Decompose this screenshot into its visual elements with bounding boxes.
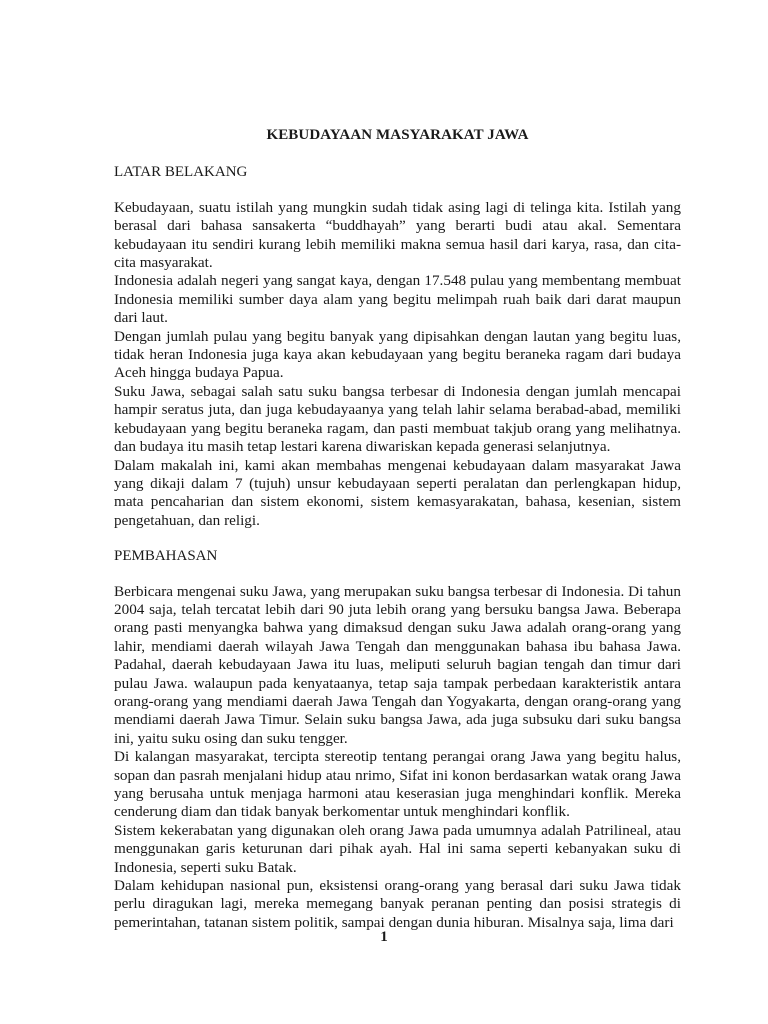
section-heading: PEMBAHASAN xyxy=(114,548,218,565)
document-title: KEBUDAYAAN MASYARAKAT JAWA xyxy=(266,127,529,143)
paragraph: Dalam makalah ini, kami akan membahas mengenai kebudayaan dalam masyarakat Jawa yang dikaji dalam 7 (tujuh) unsur kebudayaan seperti peralatan dan perlengkapan hidup, mata pencaharian dan sistem ekonomi, sistem kemasyarakatan, bahasa, kesenian, sistem pengetahuan, dan religi. xyxy=(114,456,681,529)
section-latar-belakang xyxy=(114,163,681,530)
paragraph: Indonesia adalah negeri yang sangat kaya, dengan 17.548 pulau yang membentang membuat Indonesia memiliki sumber daya alam yang begitu melimpah ruah baik dari darat maupun dari laut. xyxy=(114,272,681,327)
paragraph: Suku Jawa, sebagai salah satu suku bangsa terbesar di Indonesia dengan jumlah mencapai hampir seratus juta, dan juga kebudayaanya yang telah lahir selama berabad-abad, memiliki kebudayaan yang begitu beraneka ragam, dan pasti membuat takjub orang yang melihatnya. dan budaya itu masih tetap lestari karena diwariskan kepada generasi selanjutnya. xyxy=(114,382,681,456)
paragraph: Dalam kehidupan nasional pun, eksistensi orang-orang yang berasal dari suku Jawa tidak perlu diragukan lagi, mereka memegang banyak peranan penting dan posisi strategis di pemerintahan, tatanan sistem politik, sampai dengan dunia hiburan. Misalnya saja, lima dari xyxy=(114,877,681,931)
document-page xyxy=(114,126,681,932)
paragraph: Berbicara mengenai suku Jawa, yang merupakan suku bangsa terbesar di Indonesia. Di tahun 2004 saja, telah tercatat lebih dari 90 juta lebih orang yang bersuku bangsa Jawa. Beberapa orang pasti menyangka bahwa yang dimaksud dengan suku Jawa adalah orang-orang yang lahir, mendiami daerah wilayah Jawa Tengah dan menggunakan bahasa ibu bahasa Jawa. Padahal, daerah kebudayaan Jawa itu luas, meliputi seluruh bagian tengah dan timur dari pulau Jawa. walaupun pada kenyataanya, tetap saja tampak perbedaan karakteristik antara orang-orang yang mendiami daerah Jawa Tengah dan Yogyakarta, dengan orang-orang yang mendiami daerah Jawa Timur. Selain suku bangsa Jawa, ada juga subsuku dari suku bangsa ini, yaitu suku osing dan suku tengger. xyxy=(114,582,681,747)
section-spacer xyxy=(114,530,681,547)
paragraph: Kebudayaan, suatu istilah yang mungkin sudah tidak asing lagi di telinga kita. Istilah yang berasal dari bahasa sansakerta “buddhayah” yang berarti budi atau akal. Sementara kebudayaan itu sendiri kurang lebih memiliki makna semua hasil dari karya, rasa, dan cita-cita masyarakat. xyxy=(114,198,681,272)
paragraph: Di kalangan masyarakat, tercipta stereotip tentang perangai orang Jawa yang begitu halus, sopan dan pasrah menjalani hidup atau nrimo, Sifat ini konon berdasarkan watak orang Jawa yang berusaha untuk menjaga harmoni atau keserasian juga menghindari konflik. Mereka cenderung diam dan tidak banyak berkomentar untuk menghindari konflik. xyxy=(114,748,681,821)
paragraph: Sistem kekerabatan yang digunakan oleh orang Jawa pada umumnya adalah Patrilineal, atau menggunakan garis keturunan dari pihak ayah. Hal ini sama seperti kebanyakan suku di Indonesia, seperti suku Batak. xyxy=(114,821,681,876)
paragraph: Dengan jumlah pulau yang begitu banyak yang dipisahkan dengan lautan yang begitu luas, tidak heran Indonesia juga kaya akan kebudayaan yang begitu beraneka ragam dari budaya Aceh hingga budaya Papua. xyxy=(114,327,681,382)
section-pembahasan xyxy=(114,547,681,932)
page-number: 1 xyxy=(380,929,388,945)
section-heading: LATAR BELAKANG xyxy=(114,164,248,181)
